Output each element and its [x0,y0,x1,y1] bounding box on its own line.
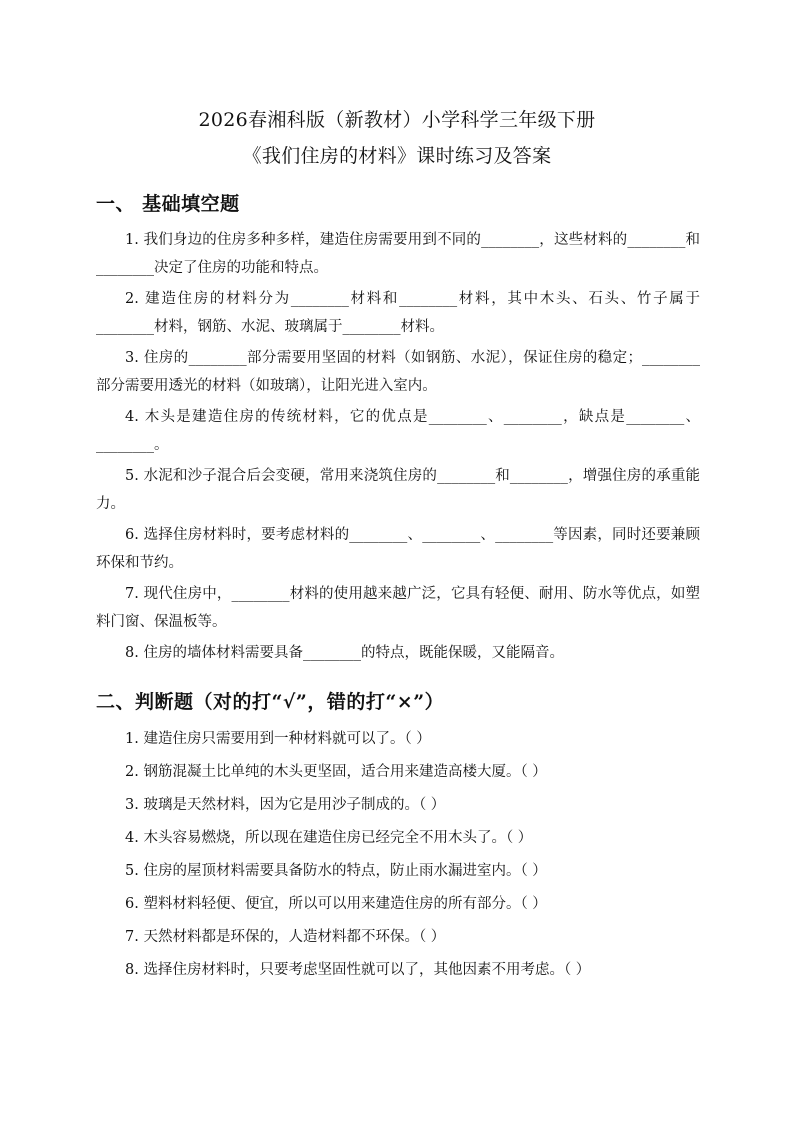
fill-in-question: 1. 我们身边的住房多种多样，建造住房需要用到不同的________，这些材料的________和________决定了住房的功能和特点。 [96,232,700,276]
section-heading-fill-in: 一、 基础填空题 [96,193,240,215]
true-false-question: 3. 玻璃是天然材料，因为它是用沙子制成的。（ ） [125,797,446,813]
document-title: 2026春湘科版（新教材）小学科学三年级下册 [198,109,596,131]
true-false-question: 5. 住房的屋顶材料需要具备防水的特点，防止雨水漏进室内。（ ） [125,863,547,879]
fill-in-question: 3. 住房的________部分需要用坚固的材料（如钢筋、水泥），保证住房的稳定；________部分需要用透光的材料（如玻璃），让阳光进入室内。 [96,350,700,394]
fill-in-question: 6. 选择住房材料时，要考虑材料的________、________、________等因素，同时还要兼顾环保和节约。 [96,527,700,571]
true-false-question-list [96,725,700,989]
fill-in-question: 2. 建造住房的材料分为________材料和________材料，其中木头、石头、竹子属于________材料，钢筋、水泥、玻璃属于________材料。 [96,291,700,335]
true-false-question: 4. 木头容易燃烧，所以现在建造住房已经完全不用木头了。（ ） [125,830,533,846]
true-false-question: 1. 建造住房只需要用到一种材料就可以了。（ ） [125,731,431,747]
section-heading-true-false: 二、判断题（对的打“√”，错的打“×”） [96,691,445,713]
true-false-question: 8. 选择住房材料时，只要考虑坚固性就可以了，其他因素不用考虑。（ ） [125,962,591,978]
true-false-question: 7. 天然材料都是环保的，人造材料都不环保。（ ） [125,929,446,945]
fill-in-question: 4. 木头是建造住房的传统材料，它的优点是________、________，缺点是________、________。 [96,409,700,453]
fill-in-question: 7. 现代住房中，________材料的使用越来越广泛，它具有轻便、耐用、防水等优点，如塑料门窗、保温板等。 [96,586,700,630]
true-false-question: 6. 塑料材料轻便、便宜，所以可以用来建造住房的所有部分。（ ） [125,896,547,912]
fill-in-question: 5. 水泥和沙子混合后会变硬，常用来浇筑住房的________和________，增强住房的承重能力。 [96,468,700,512]
fill-in-question-list [96,226,700,670]
document-subtitle: 《我们住房的材料》课时练习及答案 [242,145,552,167]
true-false-question: 2. 钢筋混凝土比单纯的木头更坚固，适合用来建造高楼大厦。（ ） [125,764,547,780]
fill-in-question: 8. 住房的墙体材料需要具备________的特点，既能保暖，又能隔音。 [125,645,564,661]
